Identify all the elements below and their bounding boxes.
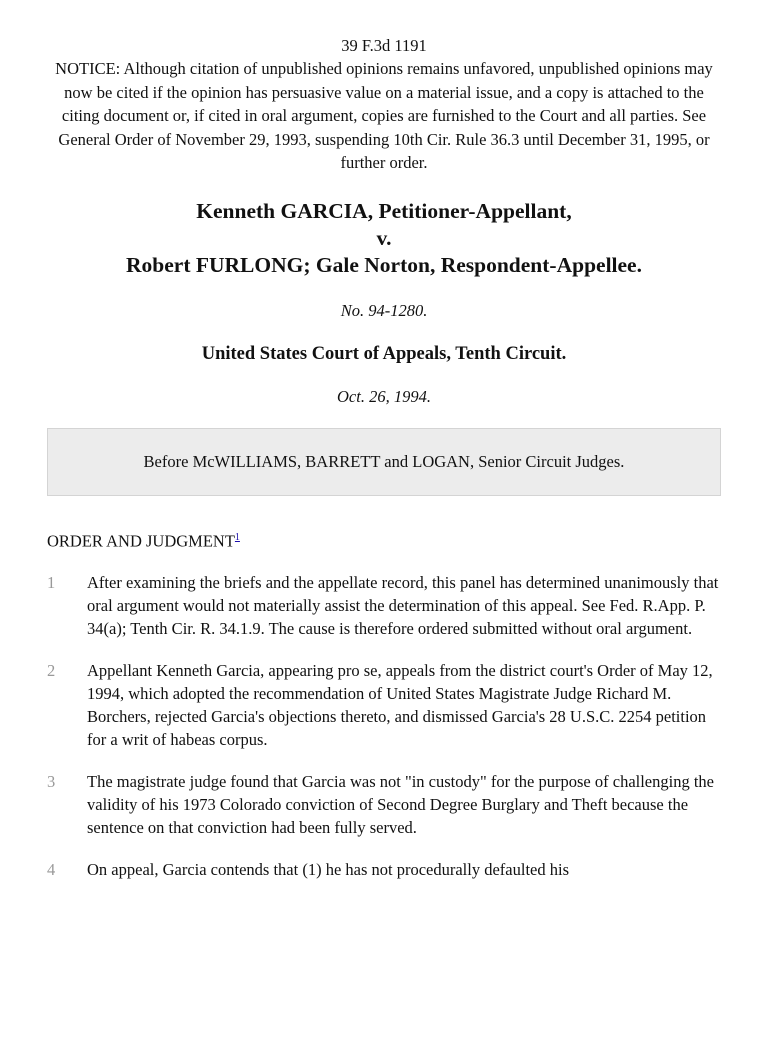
case-caption [47, 198, 721, 279]
decision-date: Oct. 26, 1994. [337, 386, 431, 406]
order-heading-text: ORDER AND JUDGMENT [47, 531, 235, 550]
paragraph [47, 858, 721, 881]
paragraph [47, 770, 721, 839]
court-name: United States Court of Appeals, Tenth Circuit. [201, 343, 567, 364]
paragraph [47, 659, 721, 751]
paragraph-text: After examining the briefs and the appellate record, this panel has determined unanimously that oral argument would not materially assist the determination of this appeal. See Fed. R.App. P. 34(a); Tenth Cir. R. 34.1.9. The cause is therefore ordered submitted without oral argument. [87, 573, 719, 638]
paragraph-number: 1 [47, 573, 56, 592]
judges-panel [47, 428, 721, 496]
paragraph-number: 2 [47, 661, 56, 680]
respondent-name: Robert FURLONG; Gale Norton, Respondent-Appellee. [126, 252, 642, 277]
paragraph-text: Appellant Kenneth Garcia, appearing pro se, appeals from the district court's Order of May 12, 1994, which adopted the recommendation of United States Magistrate Judge Richard M. Borchers, rejected Garcia's objections thereto, and dismissed Garcia's 28 U.S.C. 2254 petition for a writ of habeas corpus. [87, 661, 713, 749]
paragraph-text: The magistrate judge found that Garcia was not "in custody" for the purpose of challenging the validity of his 1973 Colorado conviction of Second Degree Burglary and Theft because the sentence on that conviction had been fully served. [87, 772, 714, 837]
paragraph-number: 4 [47, 860, 56, 879]
paragraph-number: 3 [47, 772, 56, 791]
petitioner-name: Kenneth GARCIA, Petitioner-Appellant, [196, 198, 572, 223]
docket-number: No. 94-1280. [340, 300, 428, 320]
judges-text: Before McWILLIAMS, BARRETT and LOGAN, Senior Circuit Judges. [143, 451, 625, 471]
versus-label: v. [376, 225, 392, 250]
publication-notice: NOTICE: Although citation of unpublished opinions remains unfavored, unpublished opinions may now be cited if the opinion has persuasive value on a material issue, and a copy is attached to the citing document or, if cited in oral argument, copies are furnished to the Court and all parties. See General Order of November 29, 1993, suspending 10th Cir. Rule 36.3 until December 31, 1995, or further order. [55, 59, 713, 172]
document-page [0, 35, 768, 881]
paragraph [47, 571, 721, 640]
case-citation: 39 F.3d 1191 [341, 36, 427, 55]
paragraph-text: On appeal, Garcia contends that (1) he has not procedurally defaulted his [87, 860, 569, 879]
order-heading [47, 525, 721, 553]
footnote-link[interactable]: 1 [234, 531, 240, 543]
